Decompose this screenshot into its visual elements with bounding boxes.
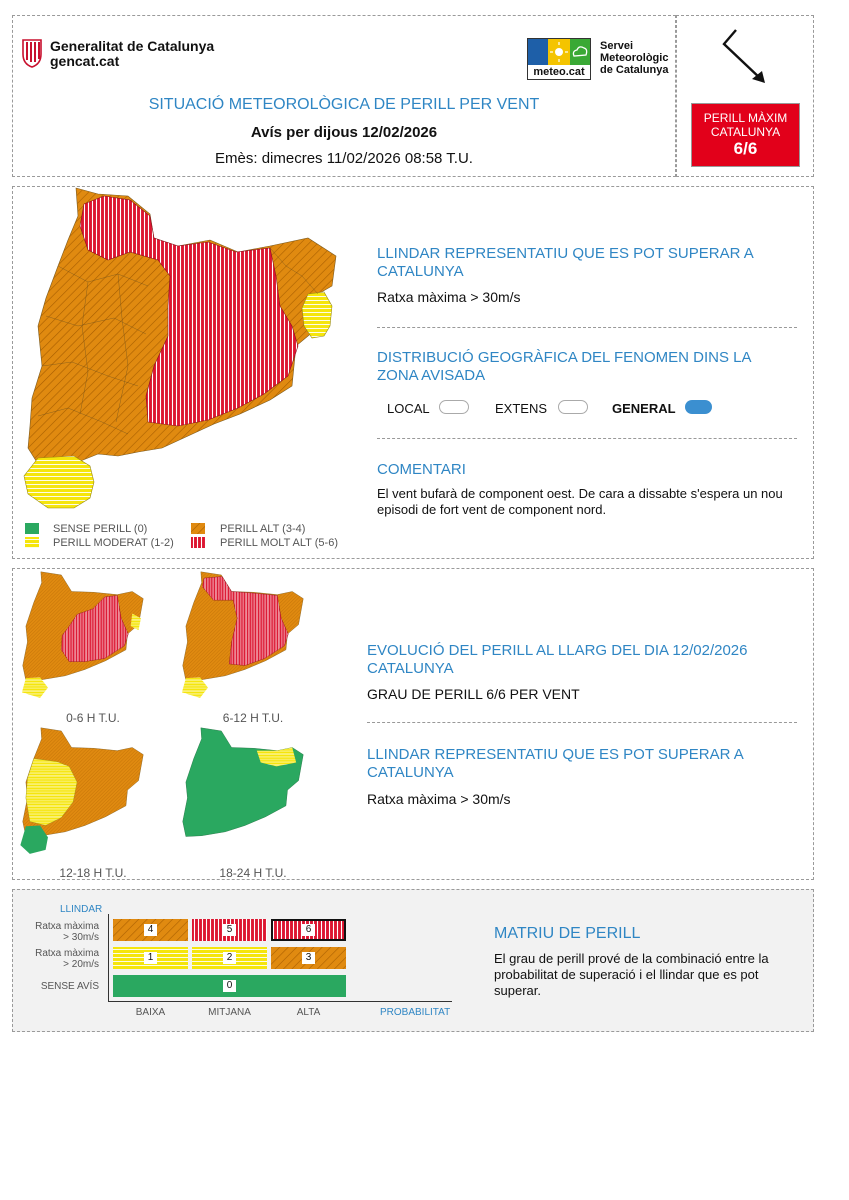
evolution-label-18-24: 18-24 H T.U. bbox=[219, 866, 287, 880]
sun-icon bbox=[548, 39, 570, 65]
evolution-label-12-18: 12-18 H T.U. bbox=[59, 866, 127, 880]
gencat-name: Generalitat de Catalunya bbox=[50, 38, 215, 54]
distribution-extens-toggle[interactable] bbox=[558, 400, 588, 414]
matrix-row-20-label bbox=[20, 948, 99, 970]
warning-date: Avís per dijous 12/02/2026 bbox=[250, 124, 438, 141]
evolution-grade: GRAU DE PERILL 6/6 PER VENT bbox=[367, 686, 580, 702]
matrix-row-none-label: SENSE AVÍS bbox=[40, 981, 99, 992]
distribution-general-toggle[interactable] bbox=[685, 400, 712, 414]
legend-label-very-high: PERILL MOLT ALT (5-6) bbox=[220, 537, 338, 549]
divider bbox=[377, 438, 797, 439]
matrix-col-medium: MITJANA bbox=[208, 1007, 251, 1018]
catalonia-danger-map[interactable] bbox=[18, 186, 348, 516]
matrix-col-low: BAIXA bbox=[135, 1007, 166, 1018]
meteocat-logo-cell-blue bbox=[528, 39, 548, 65]
matrix-x-axis bbox=[108, 1001, 452, 1002]
matrix-row-20-line-2: > 20m/s bbox=[63, 959, 99, 970]
smc-name bbox=[600, 40, 668, 76]
matrix-y-axis-label: LLINDAR bbox=[60, 904, 103, 915]
matrix-y-axis bbox=[108, 914, 109, 1002]
wind-arrow-northwest-icon bbox=[716, 28, 776, 90]
meteocat-logo-text: meteo.cat bbox=[533, 66, 585, 78]
max-danger-value: 6/6 bbox=[733, 139, 758, 158]
matrix-cell-0-value: 0 bbox=[223, 980, 236, 992]
evolution-title: EVOLUCIÓ DEL PERILL AL LLARG DEL DIA 12/02/2026 CATALUNYA bbox=[367, 642, 748, 677]
legend-swatch-very-high bbox=[191, 537, 205, 548]
legend-swatch-high bbox=[191, 523, 205, 534]
matrix-x-axis-label: PROBABILITAT bbox=[380, 1007, 451, 1018]
evolution-label-0-6: 0-6 H T.U. bbox=[66, 711, 120, 725]
max-danger-label-1: PERILL MÀXIM bbox=[703, 111, 788, 125]
matrix-cell-3-value: 3 bbox=[302, 952, 315, 964]
max-danger-badge bbox=[691, 103, 800, 167]
map-legend bbox=[25, 523, 355, 551]
matrix-row-20-line-1: Ratxa màxima bbox=[35, 948, 99, 959]
matrix-row-30-line-1: Ratxa màxima bbox=[35, 921, 99, 932]
gencat-site: gencat.cat bbox=[50, 53, 120, 69]
gencat-emblem-icon bbox=[20, 38, 44, 68]
evolution-map-18-24[interactable] bbox=[178, 724, 308, 860]
comment-text: El vent bufarà de component oest. De cara a dissabte s'espera un nou episodi de fort vent de component nord. bbox=[377, 486, 783, 517]
smc-line-3: de Catalunya bbox=[600, 64, 669, 76]
smc-line-1: Servei bbox=[600, 40, 634, 52]
threshold-value: Ratxa màxima > 30m/s bbox=[377, 289, 521, 305]
map-zone-moderate-s[interactable] bbox=[24, 456, 94, 508]
evolution-threshold-value: Ratxa màxima > 30m/s bbox=[367, 791, 511, 807]
cloud-icon bbox=[570, 39, 590, 65]
distribution-extens-label: EXTENS bbox=[495, 401, 548, 416]
evolution-label-6-12: 6-12 H T.U. bbox=[222, 711, 284, 725]
distribution-local-toggle[interactable] bbox=[439, 400, 469, 414]
legend-label-none: SENSE PERILL (0) bbox=[53, 523, 148, 535]
matrix-row-30-label bbox=[20, 921, 99, 943]
distribution-options bbox=[387, 399, 747, 419]
evolution-map-6-12[interactable] bbox=[178, 568, 308, 704]
legend-label-high: PERILL ALT (3-4) bbox=[220, 523, 306, 535]
matrix-cell-6-value: 6 bbox=[302, 924, 315, 936]
matrix-cell-5-value: 5 bbox=[223, 924, 236, 936]
evolution-threshold-title: LLINDAR REPRESENTATIU QUE ES POT SUPERAR A CATALUNYA bbox=[367, 746, 743, 781]
issued-date: Emès: dimecres 11/02/2026 08:58 T.U. bbox=[215, 150, 473, 167]
max-danger-label-2: CATALUNYA bbox=[710, 125, 781, 139]
matrix-description: El grau de perill prové de la combinació entre la probabilitat de superació i el llindar que es pot superar. bbox=[494, 951, 769, 998]
matrix-title: MATRIU DE PERILL bbox=[494, 925, 641, 942]
divider bbox=[377, 327, 797, 328]
legend-swatch-none bbox=[25, 523, 39, 534]
divider bbox=[367, 722, 797, 723]
distribution-title: DISTRIBUCIÓ GEOGRÀFICA DEL FENOMEN DINS LA ZONA AVISADA bbox=[377, 349, 751, 384]
page-title: SITUACIÓ METEOROLÒGICA DE PERILL PER VENT bbox=[148, 96, 540, 113]
smc-line-2: Meteorològic bbox=[600, 52, 669, 64]
legend-label-moderate: PERILL MODERAT (1-2) bbox=[53, 537, 174, 549]
legend-swatch-moderate bbox=[25, 537, 39, 548]
meteocat-logo[interactable] bbox=[527, 38, 591, 80]
matrix-cell-1-value: 1 bbox=[144, 952, 157, 964]
distribution-local-label: LOCAL bbox=[387, 401, 430, 416]
matrix-cell-4-value: 4 bbox=[144, 924, 157, 936]
comment-title: COMENTARI bbox=[377, 461, 466, 478]
evolution-map-0-6[interactable] bbox=[18, 568, 148, 704]
matrix-row-30-line-2: > 30m/s bbox=[63, 932, 99, 943]
matrix-col-high: ALTA bbox=[296, 1007, 321, 1018]
evolution-map-12-18[interactable] bbox=[18, 724, 148, 860]
matrix-cell-2-value: 2 bbox=[223, 952, 236, 964]
threshold-title: LLINDAR REPRESENTATIU QUE ES POT SUPERAR A CATALUNYA bbox=[377, 245, 753, 280]
distribution-general-label: GENERAL bbox=[612, 401, 676, 416]
